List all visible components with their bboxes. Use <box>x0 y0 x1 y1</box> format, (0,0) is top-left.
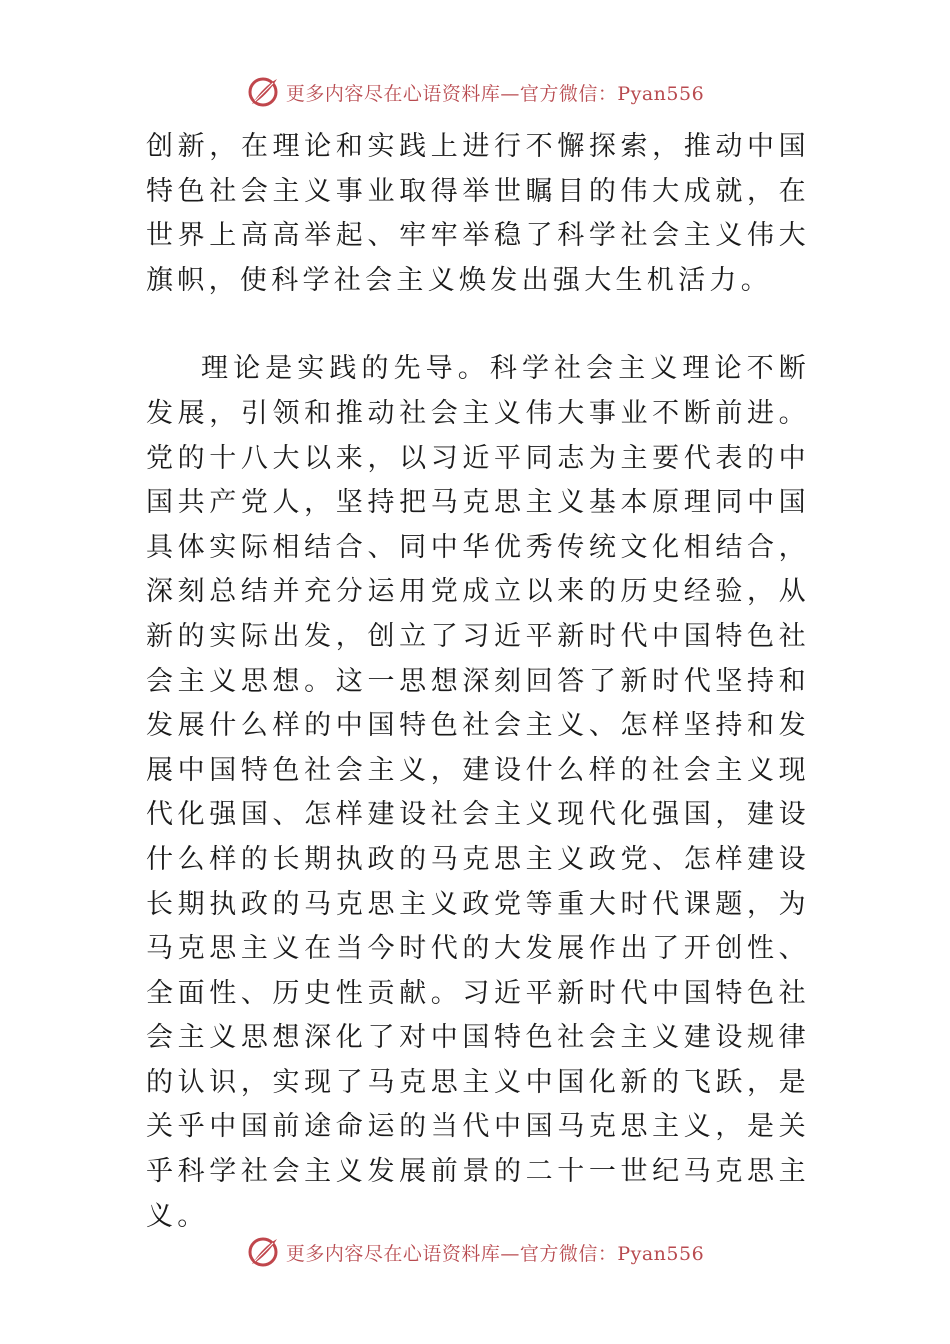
feather-quill-circle-icon <box>246 75 280 109</box>
feather-quill-circle-icon <box>246 1235 280 1269</box>
document-body <box>146 125 810 1239</box>
paragraph-1: 创新，在理论和实践上进行不懈探索，推动中国特色社会主义事业取得举世瞩目的伟大成就，在世界上高高举起、牢牢举稳了科学社会主义伟大旗帜，使科学社会主义焕发出强大生机活力。 <box>146 131 810 296</box>
header-banner <box>0 70 950 114</box>
banner-text: 更多内容尽在心语资料库—官方微信：Pyan556 <box>285 82 705 105</box>
footer-banner <box>0 1230 950 1274</box>
paragraph-2: 理论是实践的先导。科学社会主义理论不断发展，引领和推动社会主义伟大事业不断前进。党的十八大以来，以习近平同志为主要代表的中国共产党人，坚持把马克思主义基本原理同中国具体实际相结合、同中华优秀传统文化相结合，深刻总结并充分运用党成立以来的历史经验，从新的实际出发，创立了习近平新时代中国特色社会主义思想。这一思想深刻回答了新时代坚持和发展什么样的中国特色社会主义、怎样坚持和发展中国特色社会主义，建设什么样的社会主义现代化强国、怎样建设社会主义现代化强国，建设什么样的长期执政的马克思主义政党、怎样建设长期执政的马克思主义政党等重大时代课题，为马克思主义在当今时代的大发展作出了开创性、全面性、历史性贡献。习近平新时代中国特色社会主义思想深化了对中国特色社会主义建设规律的认识，实现了马克思主义中国化新的飞跃，是关乎中国前途命运的当代中国马克思主义，是关乎科学社会主义发展前景的二十一世纪马克思主义。 <box>146 353 810 1232</box>
banner-text: 更多内容尽在心语资料库—官方微信：Pyan556 <box>285 1242 705 1265</box>
